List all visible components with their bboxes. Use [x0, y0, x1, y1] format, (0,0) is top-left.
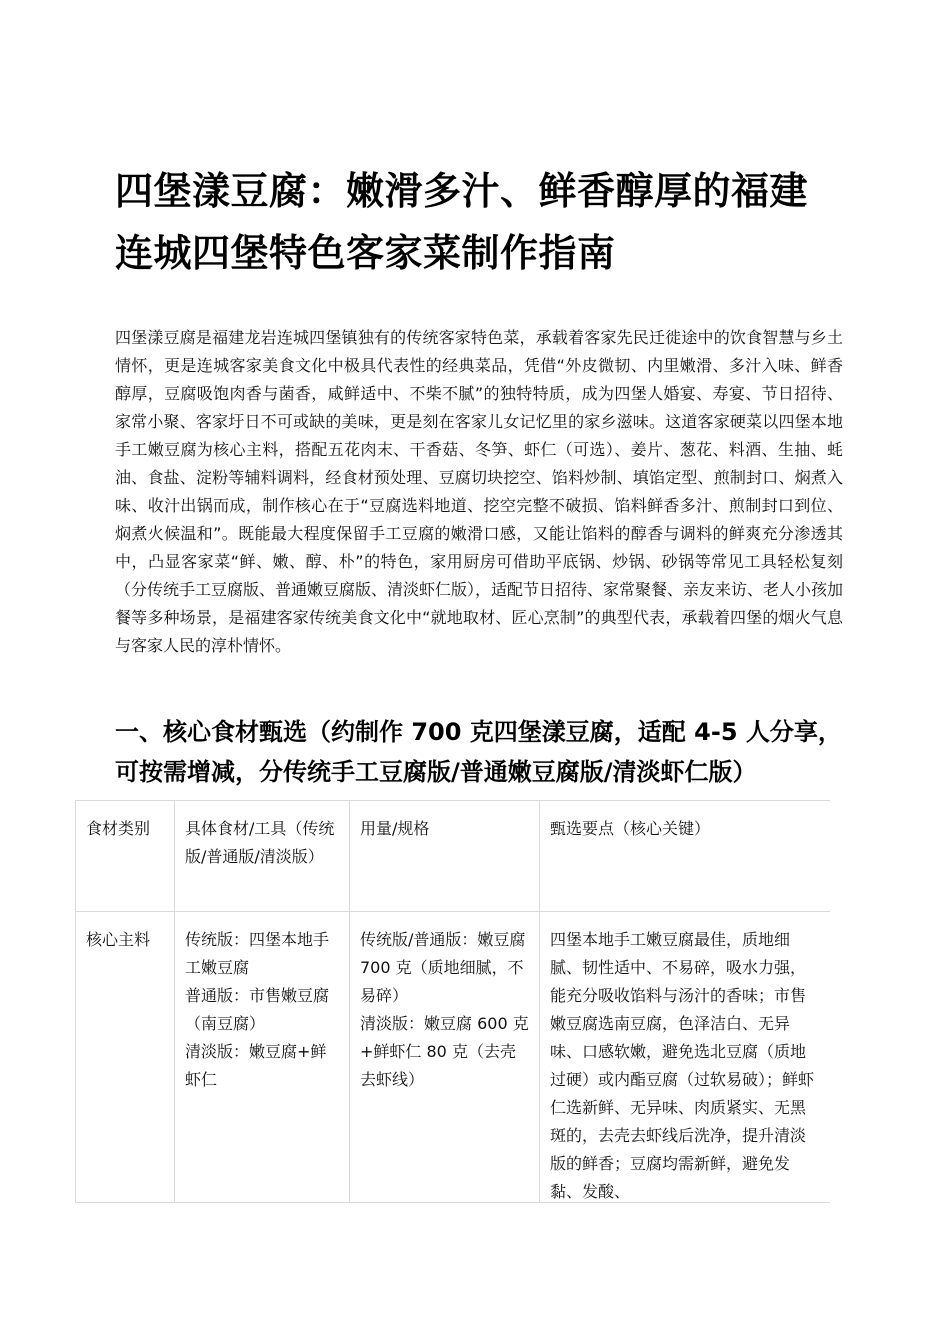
ingredient-line: 普通版：市售嫩豆腐（南豆腐） — [185, 986, 330, 1033]
amount-line: 清淡版：嫩豆腐 600 克+鲜虾仁 80 克（去壳去虾线） — [360, 1014, 529, 1089]
ingredient-line: 清淡版：嫩豆腐+鲜虾仁 — [185, 1042, 327, 1089]
intro-paragraph: 四堡漾豆腐是福建龙岩连城四堡镇独有的传统客家特色菜，承载着客家先民迁徙途中的饮食智慧与乡土情怀，更是连城客家美食文化中极具代表性的经典菜品，凭借“外皮微韧、内里嫩滑、多汁入味、鲜香醇厚，豆腐吸饱肉香与菌香，咸鲜适中、不柴不腻”的独特特质，成为四堡人婚宴、寿宴、节日招待、家常小聚、客家圩日不可或缺的美味，更是刻在客家儿女记忆里的家乡滋味。这道客家硬菜以四堡本地手工嫩豆腐为核心主料，搭配五花肉末、干香菇、冬笋、虾仁（可选）、姜片、葱花、料酒、生抽、蚝油、食盐、淀粉等辅料调料，经食材预处理、豆腐切块挖空、馅料炒制、填馅定型、煎制封口、焖煮入味、收汁出锅而成，制作核心在于“豆腐选料地道、挖空完整不破损、馅料鲜香多汁、煎制封口到位、焖煮火候温和”。既能最大程度保留手工豆腐的嫩滑口感，又能让馅料的醇香与调料的鲜爽充分渗透其中，凸显客家菜“鲜、嫩、醇、朴”的特色，家用厨房可借助平底锅、炒锅、砂锅等常见工具轻松复刻（分传统手工豆腐版、普通嫩豆腐版、清淡虾仁版），适配节日招待、家常聚餐、亲友来访、老人小孩加餐等多种场景，是福建客家传统美食文化中“就地取材、匠心烹制”的典型代表，承载着四堡的烟火气息与客家人民的淳朴情怀。 — [115, 328, 844, 655]
ingredients-table — [75, 800, 830, 1203]
amount-line: 传统版/普通版：嫩豆腐 700 克（质地细腻，不易碎） — [360, 930, 526, 1005]
ingredient-line: 传统版：四堡本地手工嫩豆腐 — [185, 930, 330, 977]
cell-notes: 四堡本地手工嫩豆腐最佳，质地细腻、韧性适中、不易碎，吸水力强，能充分吸收馅料与汤汁的香味；市售嫩豆腐选南豆腐，色泽洁白、无异味、口感软嫩，避免选北豆腐（质地过硬）或内酯豆腐（过软易破）；鲜虾仁选新鲜、无异味、肉质紧实、无黑斑的，去壳去虾线后洗净，提升清淡版的鲜香；豆腐均需新鲜，避免发黏、发酸、 — [540, 912, 831, 1204]
document-title: 四堡漾豆腐：嫩滑多汁、鲜香醇厚的福建连城四堡特色客家菜制作指南 — [115, 169, 809, 275]
table-header-row — [76, 801, 831, 912]
header-cell-notes: 甄选要点（核心关键） — [540, 801, 831, 912]
cell-amount — [350, 912, 540, 1204]
cell-category: 核心主料 — [76, 912, 175, 1204]
header-cell-amount: 用量/规格 — [350, 801, 540, 912]
header-cell-ingredients: 具体食材/工具（传统版/普通版/清淡版） — [175, 801, 350, 912]
cell-ingredients — [175, 912, 350, 1204]
table-row — [76, 912, 831, 1204]
section-heading-ingredients: 一、核心食材甄选（约制作 700 克四堡漾豆腐，适配 4-5 人分享，可按需增减，分传统手工豆腐版/普通嫩豆腐版/清淡虾仁版） — [115, 718, 842, 786]
header-cell-category: 食材类别 — [76, 801, 175, 912]
